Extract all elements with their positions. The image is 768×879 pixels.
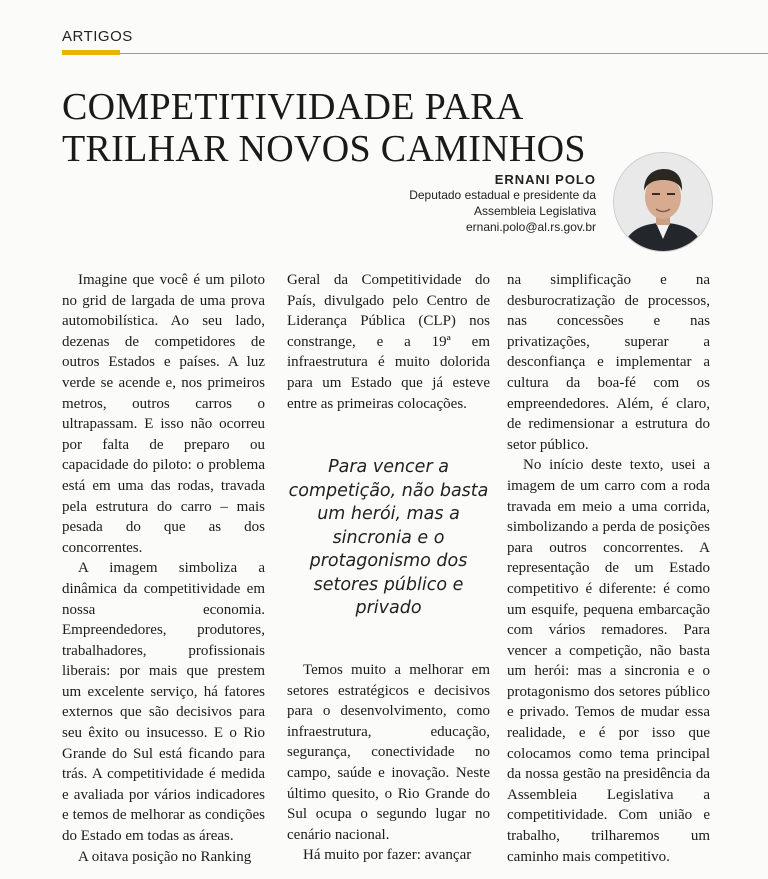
section-accent-bar [62, 50, 120, 55]
section-label: ARTIGOS [62, 28, 133, 45]
paragraph: A imagem simboliza a dinâmica da competitividade em nossa economia. Empreendedores, produtores, trabalhadores, profissionais liberais: por mais que prestem um excelente serviço, há fatores externos que são decisivos para seu êxito ou insucesso. E o Rio Grande do Sul está ficando para trás. A competitividade é medida e avaliada por vários indicadores e temos de melhorar as condições do Estado em todas as áreas. [62, 560, 265, 845]
author-name: ERNANI POLO [494, 172, 596, 187]
article-column-2-bottom [287, 660, 490, 866]
paragraph: No início deste texto, usei a imagem de um carro com a roda travada em meio a uma corrida, simbolizando a perda de posições para outros concorrentes. A representação de um Estado competitivo é diferente: é como um esquife, pequena embarcação com vários remadores. Para vencer a competição, não basta um herói: mas a sincronia e o protagonismo dos setores público e privado. Temos de mudar essa realidade, e é por isso que colocamos como tema principal da nossa gestão na presidência da Assembleia Legislativa a competitividade. Com união e trabalho, trilharemos um caminho mais competitivo. [507, 457, 710, 865]
paragraph: A oitava posição no Ranking [78, 848, 252, 865]
article-headline: COMPETITIVIDADE PARA TRILHAR NOVOS CAMINHOS [62, 86, 586, 170]
article-column-3 [507, 270, 710, 867]
author-role-line2: Assembleia Legislativa [473, 204, 596, 218]
paragraph: Geral da Competitividade do País, divulgado pelo Centro de Liderança Pública (CLP) nos constrange, e a 19ª em infraestrutura é muito dolorida para um Estado que já esteve entre as primeiras colocações. [287, 272, 490, 412]
paragraph: Imagine que você é um piloto no grid de largada de uma prova automobilística. Ao seu lado, dezenas de competidores de outros Estados e países. A luz verde se acende e, nos primeiros metros, outros carros o ultrapassam. E isso não ocorreu por falta de preparo ou capacidade do piloto: o problema está em uma das rodas, travada pela estrutura do carro – mais pesada do que as dos concorrentes. [62, 272, 265, 556]
article-column-2-top [287, 270, 490, 414]
author-email: ernani.polo@al.rs.gov.br [465, 220, 596, 234]
paragraph: Há muito por fazer: avançar [303, 847, 472, 864]
author-role-line1: Deputado estadual e presidente da [409, 188, 596, 202]
article-column-1 [62, 270, 265, 867]
author-photo [613, 152, 713, 252]
section-divider [62, 53, 768, 54]
paragraph: na simplificação e na desburocratização de processos, nas concessões e nas privatizações, superar a desconfiança e implementar a cultura da boa-fé com os empreendedores. Além, é claro, de redimensionar a estrutura do setor público. [507, 272, 710, 453]
author-byline [409, 172, 596, 235]
pull-quote: Para vencer a competição, não basta um herói, mas a sincronia e o protagonismo dos setores público e privado [288, 457, 489, 618]
paragraph: Temos muito a melhorar em setores estratégicos e decisivos para o desenvolvimento, como infraestrutura, educação, segurança, conectividade no campo, saúde e inovação. Neste último quesito, o Rio Grande do Sul ocupa o segundo lugar no cenário nacional. [287, 662, 490, 843]
